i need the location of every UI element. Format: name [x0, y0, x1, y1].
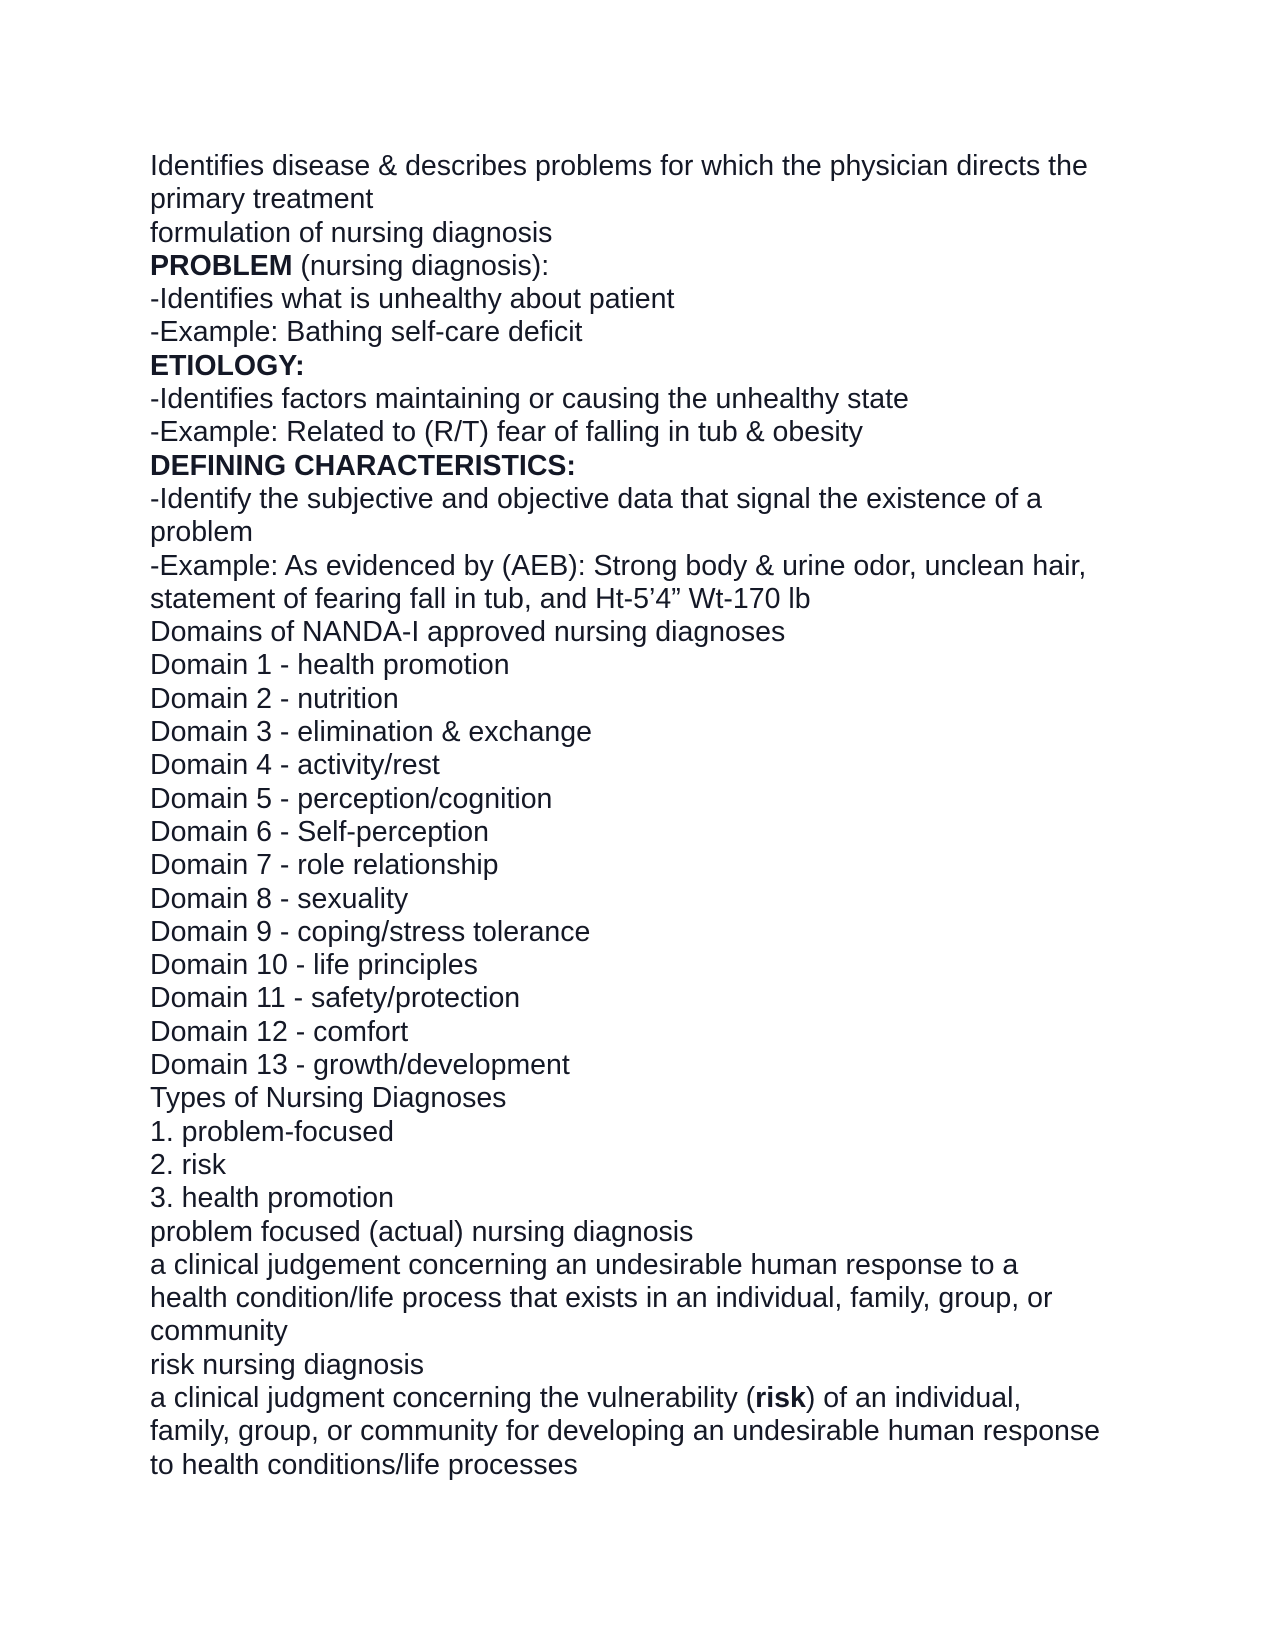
domain-item: Domain 11 - safety/protection	[150, 982, 521, 1015]
list-item: 1. problem-focused	[150, 1115, 394, 1148]
text-line: a clinical judgement concerning an undesirable human response to a	[150, 1248, 1019, 1281]
domain-item: Domain 3 - elimination & exchange	[150, 716, 592, 749]
text-line: problem focused (actual) nursing diagnosis	[150, 1215, 694, 1248]
list-item: 3. health promotion	[150, 1182, 394, 1215]
domain-item: Domain 5 - perception/cognition	[150, 782, 553, 815]
text-line: risk nursing diagnosis	[150, 1348, 425, 1381]
text-line: Identifies disease & describes problems for which the physician directs the	[150, 150, 1088, 182]
text-line: health condition/life process that exists in an individual, family, group, or	[150, 1282, 1053, 1315]
domain-item: Domain 6 - Self-perception	[150, 815, 489, 848]
text-line: -Identifies factors maintaining or causing the unhealthy state	[150, 383, 909, 416]
document-page	[150, 150, 1140, 1482]
text-line: problem	[150, 516, 253, 549]
domain-item: Domain 12 - comfort	[150, 1015, 409, 1048]
problem-heading-line	[150, 250, 1140, 283]
domain-item: Domain 8 - sexuality	[150, 882, 409, 915]
risk-emphasis: risk	[755, 1381, 806, 1414]
text-line: Types of Nursing Diagnoses	[150, 1082, 507, 1115]
risk-definition-end: ) of an individual,	[805, 1381, 1022, 1414]
domain-item: Domain 7 - role relationship	[150, 849, 499, 882]
text-line: community	[150, 1315, 288, 1348]
domain-item: Domain 10 - life principles	[150, 949, 478, 982]
text-line: -Identify the subjective and objective data that signal the existence of a	[150, 482, 1042, 515]
domain-item: Domain 9 - coping/stress tolerance	[150, 915, 591, 948]
domain-item: Domain 13 - growth/development	[150, 1049, 570, 1082]
text-line: statement of fearing fall in tub, and Ht-5’4” Wt-170 lb	[150, 582, 811, 615]
etiology-heading: ETIOLOGY:	[150, 349, 305, 382]
text-line: Domains of NANDA-I approved nursing diagnoses	[150, 616, 786, 649]
defining-characteristics-heading: DEFINING CHARACTERISTICS:	[150, 449, 576, 482]
domain-item: Domain 2 - nutrition	[150, 682, 399, 715]
problem-heading-suffix: (nursing diagnosis):	[292, 249, 550, 282]
text-line: primary treatment	[150, 183, 374, 216]
problem-heading: PROBLEM	[150, 249, 293, 282]
text-line: family, group, or community for developing an undesirable human response	[150, 1415, 1100, 1448]
text-line: -Example: As evidenced by (AEB): Strong body & urine odor, unclean hair,	[150, 549, 1087, 582]
list-item: 2. risk	[150, 1148, 227, 1181]
domain-item: Domain 1 - health promotion	[150, 649, 510, 682]
text-line: formulation of nursing diagnosis	[150, 216, 553, 249]
risk-definition-start: a clinical judgment concerning the vulnerability (	[150, 1381, 756, 1414]
text-line: -Identifies what is unhealthy about patient	[150, 283, 675, 316]
text-line: -Example: Bathing self-care deficit	[150, 316, 583, 349]
text-line: to health conditions/life processes	[150, 1448, 578, 1481]
domain-item: Domain 4 - activity/rest	[150, 749, 440, 782]
text-line: -Example: Related to (R/T) fear of falling in tub & obesity	[150, 416, 863, 449]
risk-definition-line	[150, 1382, 1140, 1415]
